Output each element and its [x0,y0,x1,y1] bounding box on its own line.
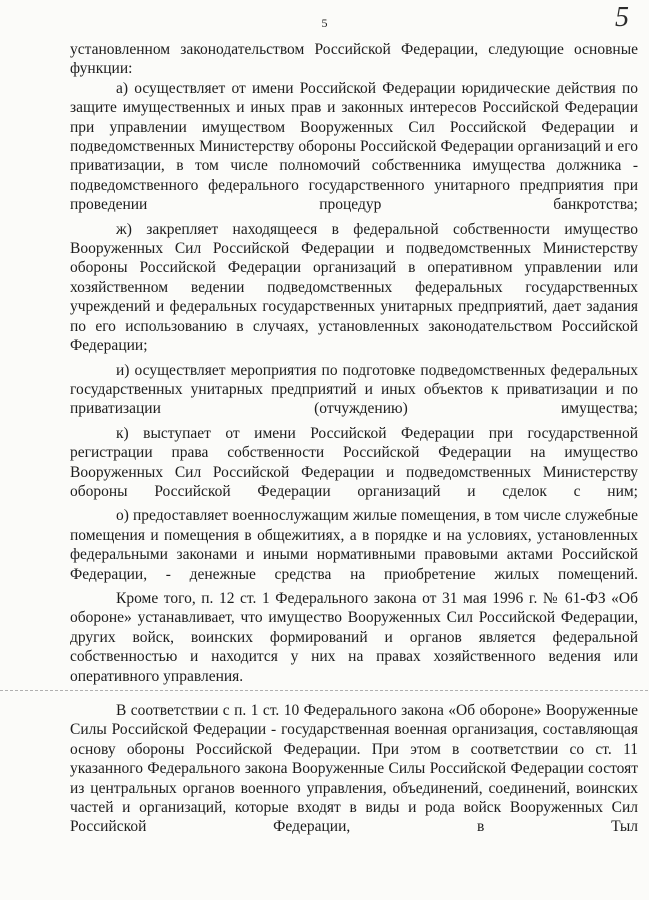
paragraph-intro: установленном законодательством Российской Федерации, следующие основные функции: [70,41,638,78]
paragraph-item-i: и) осуществляет мероприятия по подготовке подведомственных федеральных государственных унитарных предприятий и иных объектов к приватизации и по приватизации (отчуждению) имущества; [70,361,638,418]
page-number: 5 [321,16,328,30]
paragraph-defense-law: Кроме того, п. 12 ст. 1 Федерального закона от 31 мая 1996 г. № 61-ФЗ «Об обороне» устанавливает, что имущество Вооруженных Сил Российской Федерации, других войск, воинских формирований и органов является федеральной собственностью и находится у них на правах хозяйственного ведения или оперативного управления. [70,589,638,685]
handwritten-page-number: 5 [615,2,629,33]
paragraph-item-o: о) предоставляет военнослужащим жилые помещения, в том числе служебные помещения и помещения в общежитиях, а в порядке и на условиях, установленных федеральными законами и иными нормативными правовыми актами Российской Федерации, - денежные средства на приобретение жилых помещений. [70,507,638,583]
document-body [70,40,638,837]
paragraph-item-zh: ж) закрепляет находящееся в федеральной собственности имущество Вооруженных Сил Российской Федерации и подведомственных Министерству обороны Российской Федерации организаций в оперативном управлении или хозяйственном ведении подведомственных федеральных государственных учреждений и федеральных государственных унитарных предприятий, дает задания по его использованию в случаях, установленных законодательством Российской Федерации; [70,220,638,355]
paragraph-item-a: а) осуществляет от имени Российской Федерации юридические действия по защите имущественных и иных прав и законных интересов Российской Федерации при управлении имуществом Вооруженных Сил Российской Федерации и подведомственных Министерству обороны Российской Федерации организаций и его приватизации, в том числе полномочий собственника имущества должника - подведомственного федерального государственного унитарного предприятия при проведении процедур банкротства; [70,79,638,214]
paragraph-item-k: к) выступает от имени Российской Федерации при государственной регистрации права собственности Российской Федерации на имущество Вооруженных Сил Российской Федерации и подведомственных Министерству обороны Российской Федерации организаций и сделок с ним; [70,424,638,500]
paragraph-armed-forces: В соответствии с п. 1 ст. 10 Федерального закона «Об обороне» Вооруженные Силы Российской Федерации - государственная военная организация, составляющая основу обороны Российской Федерации. При этом в соответствии со ст. 11 указанного Федерального закона Вооруженные Силы Российской Федерации состоят из центральных органов военного управления, объединений, соединений, воинских частей и организаций, которые входят в виды и рода войск Вооруженных Сил Российской Федерации, в Тыл [70,702,638,836]
page-fold-line [0,690,649,691]
